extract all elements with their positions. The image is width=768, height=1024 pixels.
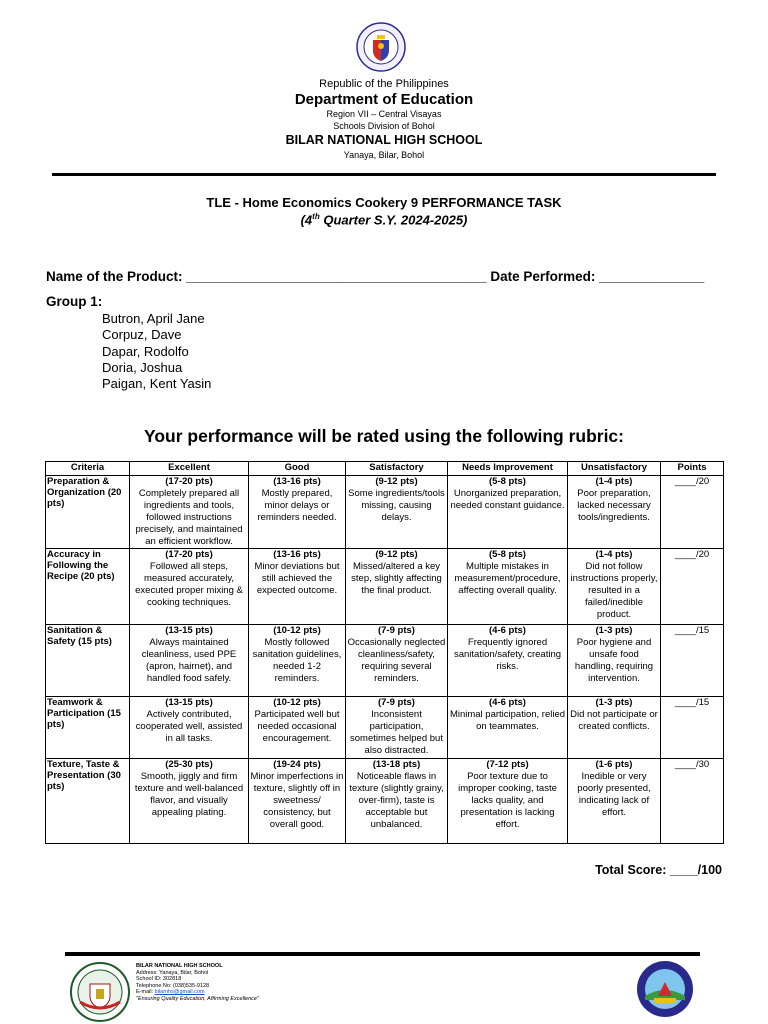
points-field[interactable]: ____/15 xyxy=(661,625,724,697)
points-field[interactable]: ____/20 xyxy=(661,549,724,625)
division-seal-icon xyxy=(636,960,694,1018)
group-label: Group 1: xyxy=(46,294,103,309)
col-excellent: Excellent xyxy=(130,462,249,476)
rubric-level-cell xyxy=(130,697,249,759)
level-description: Mostly followed sanitation guidelines, needed 1-2 reminders. xyxy=(252,637,342,684)
level-points: (9-12 pts) xyxy=(375,476,418,487)
level-points: (25-30 pts) xyxy=(165,759,213,770)
footer-school-id: School ID: 302818 xyxy=(136,976,182,983)
footer-motto: "Ensuring Quality Education, Affirming Excellence" xyxy=(136,995,259,1002)
level-points: (1-3 pts) xyxy=(595,697,633,708)
rubric-criteria: Teamwork & Participation (15 pts) xyxy=(46,697,130,759)
footer-email-link[interactable]: bilarnhs@gmail.com xyxy=(154,989,205,996)
footer-address: Address: Yanaya, Bilar, Bohol xyxy=(136,969,209,976)
member-name: Doria, Joshua xyxy=(102,359,183,375)
level-description: Missed/altered a key step, slightly affecting the final product. xyxy=(351,561,442,596)
rubric-level-cell xyxy=(249,759,346,844)
level-points: (5-8 pts) xyxy=(489,549,526,560)
level-points: (7-12 pts) xyxy=(486,759,529,770)
date-field[interactable]: ______________ xyxy=(599,269,705,284)
rubric-level-cell xyxy=(448,549,568,625)
level-points: (10-12 pts) xyxy=(273,625,321,636)
rubric-level-cell xyxy=(448,697,568,759)
level-description: Inconsistent participation, sometimes helped but also distracted. xyxy=(350,709,443,756)
rubric-level-cell xyxy=(249,625,346,697)
level-points: (13-15 pts) xyxy=(165,697,213,708)
rubric-level-cell xyxy=(130,625,249,697)
rubric-level-cell xyxy=(249,476,346,549)
rubric-level-cell xyxy=(249,697,346,759)
level-description: Minimal participation, relied on teammates. xyxy=(449,709,566,732)
level-description: Unorganized preparation, needed constant guidance. xyxy=(450,488,565,511)
member-name: Paigan, Kent Yasin xyxy=(102,376,212,392)
level-description: Occasionally neglected cleanliness/safety, requiring several reminders. xyxy=(347,637,446,684)
level-description: Smooth, jiggly and firm texture and well-balanced flavor, and visually appealing plating. xyxy=(134,771,244,818)
rubric-level-cell xyxy=(130,476,249,549)
rubric-criteria: Sanitation & Safety (15 pts) xyxy=(46,625,130,697)
rubric-row xyxy=(46,759,724,844)
level-description: Always maintained cleanliness, used PPE (apron, hairnet), and handled food safely. xyxy=(141,637,237,684)
level-description: Multiple mistakes in measurement/procedure, affecting overall quality. xyxy=(454,561,561,596)
rubric-level-cell xyxy=(346,476,448,549)
level-points: (9-12 pts) xyxy=(375,549,418,560)
rubric-level-cell xyxy=(346,759,448,844)
col-points: Points xyxy=(661,462,724,476)
group-members xyxy=(102,311,211,392)
footer-email-row: E-mail: bilarnhs@gmail.com xyxy=(136,989,205,996)
level-description: Mostly prepared, minor delays or reminders needed. xyxy=(257,488,337,523)
level-points: (13-16 pts) xyxy=(273,549,321,560)
footer-divider xyxy=(65,952,700,956)
level-description: Poor texture due to improper cooking, taste lacks quality, and presentation is lacking effort. xyxy=(458,771,557,830)
col-needs-improvement: Needs Improvement xyxy=(448,462,568,476)
rubric-criteria: Preparation & Organization (20 pts) xyxy=(46,476,130,549)
rubric-row xyxy=(46,697,724,759)
school-address: Yanaya, Bilar, Bohol xyxy=(343,150,425,160)
rubric-level-cell xyxy=(346,549,448,625)
level-points: (17-20 pts) xyxy=(165,549,213,560)
product-label: Name of the Product: xyxy=(46,269,187,284)
rubric-title: Your performance will be rated using the following rubric: xyxy=(143,426,624,446)
header-divider xyxy=(52,173,716,176)
level-points: (1-6 pts) xyxy=(595,759,633,770)
level-description: Some ingredients/tools missing, causing delays. xyxy=(348,488,445,523)
date-label: Date Performed: xyxy=(486,269,600,284)
level-description: Actively contributed, cooperated well, assisted in all tasks. xyxy=(135,709,243,744)
rubric-row xyxy=(46,476,724,549)
rubric-level-cell xyxy=(249,549,346,625)
deped-seal-icon xyxy=(356,22,406,72)
level-points: (4-6 pts) xyxy=(489,697,526,708)
level-points: (19-24 pts) xyxy=(273,759,321,770)
level-description: Did not follow instructions properly, resulted in a failed/inedible product. xyxy=(570,561,658,620)
rubric-level-cell xyxy=(448,625,568,697)
level-points: (17-20 pts) xyxy=(165,476,213,487)
rubric-criteria: Texture, Taste & Presentation (30 pts) xyxy=(46,759,130,844)
level-points: (13-18 pts) xyxy=(372,759,421,770)
task-title: TLE - Home Economics Cookery 9 PERFORMANCE TASK xyxy=(206,195,562,210)
rubric-level-cell xyxy=(568,697,661,759)
level-description: Participated well but needed occasional encouragement. xyxy=(254,709,340,744)
points-field[interactable]: ____/20 xyxy=(661,476,724,549)
rubric-table xyxy=(45,461,724,844)
member-name: Dapar, Rodolfo xyxy=(102,343,189,359)
level-points: (13-16 pts) xyxy=(273,476,321,487)
col-criteria: Criteria xyxy=(46,462,130,476)
level-description: Inedible or very poorly presented, indicating lack of effort. xyxy=(577,771,651,818)
product-field[interactable]: ________________________________________ xyxy=(186,269,487,284)
rubric-row xyxy=(46,625,724,697)
level-description: Did not participate or created conflicts. xyxy=(570,709,658,732)
rubric-row xyxy=(46,549,724,625)
rubric-level-cell xyxy=(130,759,249,844)
division-label: Schools Division of Bohol xyxy=(333,121,435,131)
level-points: (10-12 pts) xyxy=(273,697,321,708)
rubric-level-cell xyxy=(346,697,448,759)
level-points: (5-8 pts) xyxy=(489,476,526,487)
level-points: (13-15 pts) xyxy=(165,625,213,636)
level-points: (7-9 pts) xyxy=(378,697,415,708)
col-satisfactory: Satisfactory xyxy=(346,462,448,476)
points-field[interactable]: ____/30 xyxy=(661,759,724,844)
total-score: Total Score: ____/100 xyxy=(595,863,722,877)
member-name: Corpuz, Dave xyxy=(102,327,182,343)
level-description: Poor hygiene and unsafe food handling, requiring intervention. xyxy=(574,637,654,684)
rubric-header-row xyxy=(46,462,724,476)
footer-school: BILAR NATIONAL HIGH SCHOOL xyxy=(136,963,223,969)
level-points: (4-6 pts) xyxy=(489,625,526,636)
level-description: Completely prepared all ingredients and tools, followed instructions precisely, and maintained an efficient workflow. xyxy=(135,488,243,547)
level-description: Followed all steps, measured accurately, executed proper mixing & cooking techniques. xyxy=(135,561,243,608)
rubric-level-cell xyxy=(568,625,661,697)
col-unsatisfactory: Unsatisfactory xyxy=(568,462,661,476)
rubric-criteria: Accuracy in Following the Recipe (20 pts) xyxy=(46,549,130,625)
level-description: Noticeable flaws in texture (slightly grainy, over-firm), taste is acceptable but unbalanced. xyxy=(349,771,444,830)
level-description: Minor deviations but still achieved the expected outcome. xyxy=(254,561,340,596)
rubric-level-cell xyxy=(568,759,661,844)
level-points: (1-4 pts) xyxy=(595,549,633,560)
task-quarter: (4th Quarter S.Y. 2024-2025) xyxy=(300,212,468,228)
rubric-level-cell xyxy=(346,625,448,697)
footer-info xyxy=(136,963,259,1003)
level-description: Minor imperfections in texture, slightly off in sweetness/ consistency, but overall good. xyxy=(250,771,344,830)
col-good: Good xyxy=(249,462,346,476)
rubric-level-cell xyxy=(568,549,661,625)
level-description: Frequently ignored sanitation/safety, creating risks. xyxy=(453,637,562,672)
points-field[interactable]: ____/15 xyxy=(661,697,724,759)
rubric-level-cell xyxy=(448,476,568,549)
level-points: (1-4 pts) xyxy=(595,476,633,487)
level-points: (7-9 pts) xyxy=(378,625,415,636)
school-name: BILAR NATIONAL HIGH SCHOOL xyxy=(285,133,483,147)
footer-telephone: Telephone No: (038)535-9128 xyxy=(136,982,210,989)
product-date-row xyxy=(46,269,726,284)
rubric-level-cell xyxy=(568,476,661,549)
department-label: Department of Education xyxy=(294,91,474,108)
level-description: Poor preparation, lacked necessary tools/ingredients. xyxy=(577,488,651,523)
member-name: Butron, April Jane xyxy=(102,311,205,326)
rubric-level-cell xyxy=(448,759,568,844)
school-seal-icon xyxy=(70,962,130,1022)
republic-label: Republic of the Philippines xyxy=(319,78,449,90)
level-points: (1-3 pts) xyxy=(595,625,633,636)
rubric-level-cell xyxy=(130,549,249,625)
region-label: Region VII – Central Visayas xyxy=(326,109,442,119)
